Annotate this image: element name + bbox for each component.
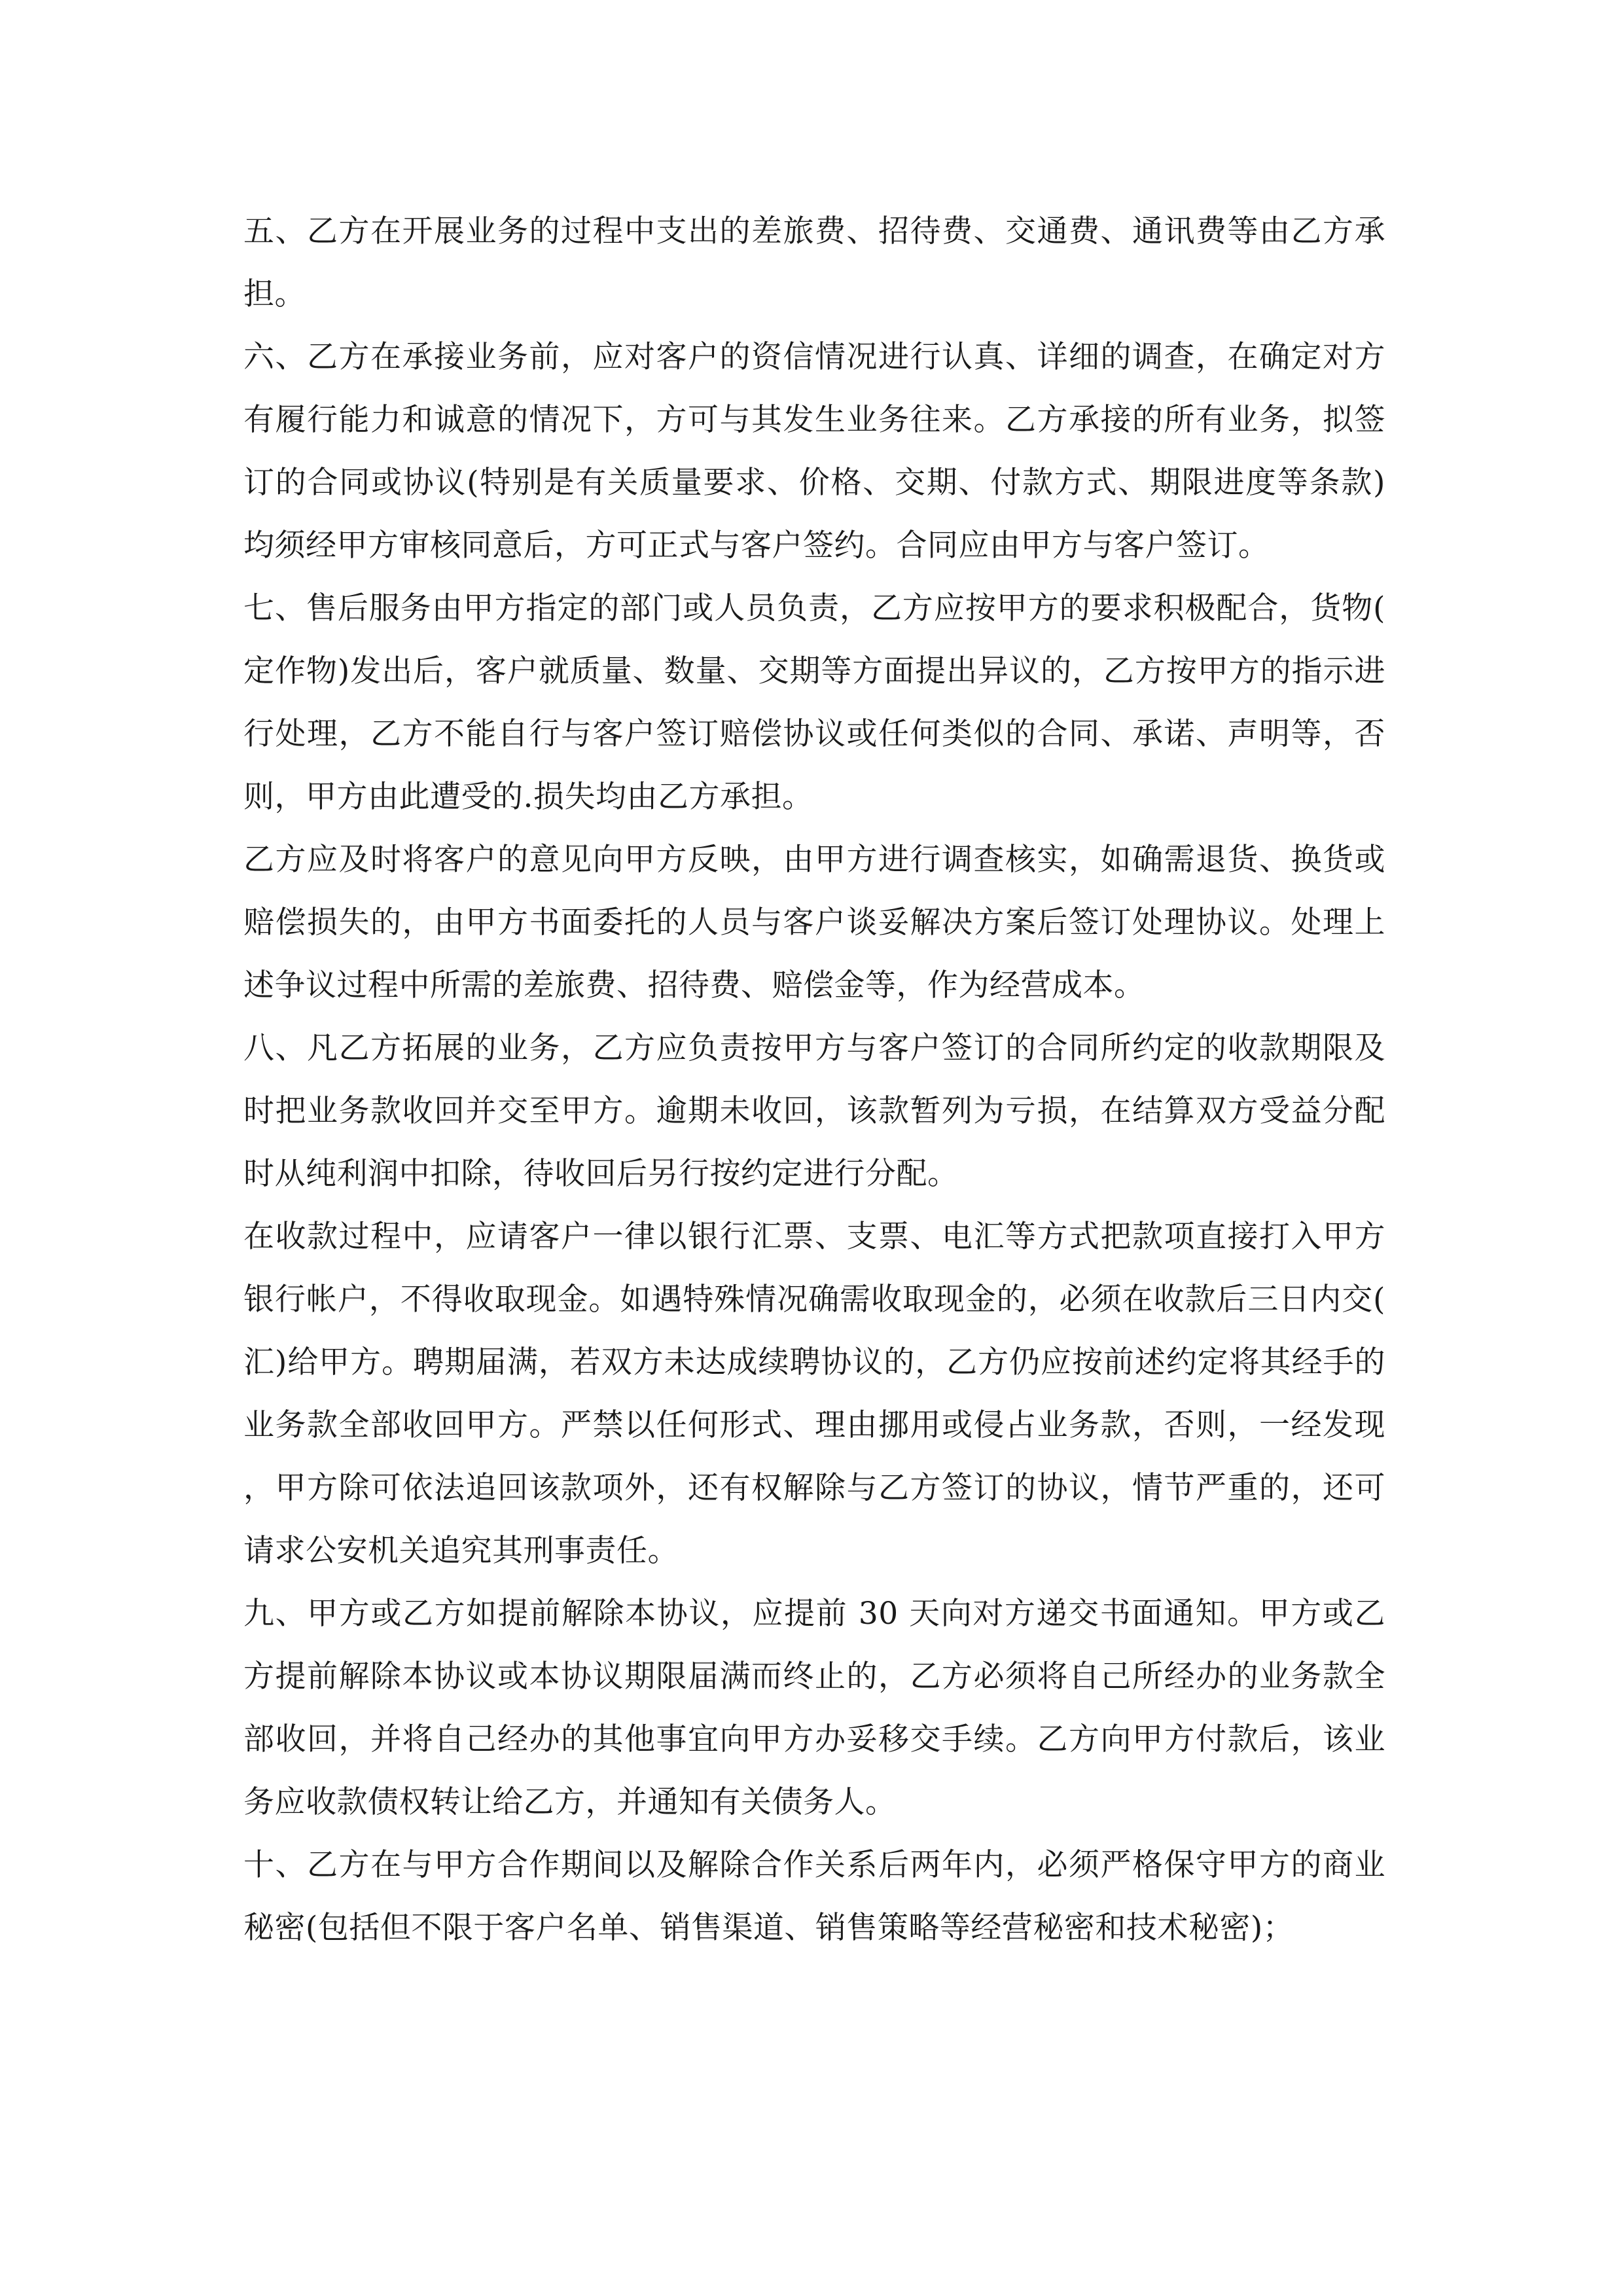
paragraph-clause-8: 八、凡乙方拓展的业务，乙方应负责按甲方与客户签订的合同所约定的收款期限及时把业务款收回并交至甲方。逾期未收回，该款暂列为亏损，在结算双方受益分配时从纯利润中扣除，待收回后另行按约定进行分配。 [243,1030,1385,1192]
paragraph-clause-8-continued: 在收款过程中，应请客户一律以银行汇票、支票、电汇等方式把款项直接打入甲方银行帐户，不得收取现金。如遇特殊情况确需收取现金的，必须在收款后三日内交(汇)给甲方。聘期届满，若双方未达成续聘协议的，乙方仍应按前述约定将其经手的业务款全部收回甲方。严禁以任何形式、理由挪用或侵占业务款，否则，一经发现，甲方除可依法追回该款项外，还有权解除与乙方签订的协议，情节严重的，还可请求公安机关追究其刑事责任。 [243,1219,1385,1569]
paragraph-clause-7: 七、售后服务由甲方指定的部门或人员负责，乙方应按甲方的要求积极配合，货物(定作物)发出后，客户就质量、数量、交期等方面提出异议的，乙方按甲方的指示进行处理，乙方不能自行与客户签订赔偿协议或任何类似的合同、承诺、声明等，否则，甲方由此遭受的.损失均由乙方承担。 [243,590,1385,815]
paragraph-clause-7-continued: 乙方应及时将客户的意见向甲方反映，由甲方进行调查核实，如确需退货、换货或赔偿损失的，由甲方书面委托的人员与客户谈妥解决方案后签订处理协议。处理上述争议过程中所需的差旅费、招待费、赔偿金等，作为经营成本。 [243,842,1385,1003]
paragraph-clause-5: 五、乙方在开展业务的过程中支出的差旅费、招待费、交通费、通讯费等由乙方承担。 [243,213,1385,312]
paragraph-clause-9: 九、甲方或乙方如提前解除本协议，应提前 30 天向对方递交书面通知。甲方或乙方提前解除本协议或本协议期限届满而终止的，乙方必须将自己所经办的业务款全部收回，并将自己经办的其他事宜向甲方办妥移交手续。乙方向甲方付款后，该业务应收款债权转让给乙方，并通知有关债务人。 [243,1596,1385,1820]
paragraph-clause-6: 六、乙方在承接业务前，应对客户的资信情况进行认真、详细的调查，在确定对方有履行能力和诚意的情况下，方可与其发生业务往来。乙方承接的所有业务，拟签订的合同或协议(特别是有关质量要求、价格、交期、付款方式、期限进度等条款)均须经甲方审核同意后，方可正式与客户签约。合同应由甲方与客户签订。 [243,339,1385,564]
document-body [243,200,1385,1960]
paragraph-clause-10: 十、乙方在与甲方合作期间以及解除合作关系后两年内，必须严格保守甲方的商业秘密(包括但不限于客户名单、销售渠道、销售策略等经营秘密和技术秘密)； [243,1847,1385,1946]
